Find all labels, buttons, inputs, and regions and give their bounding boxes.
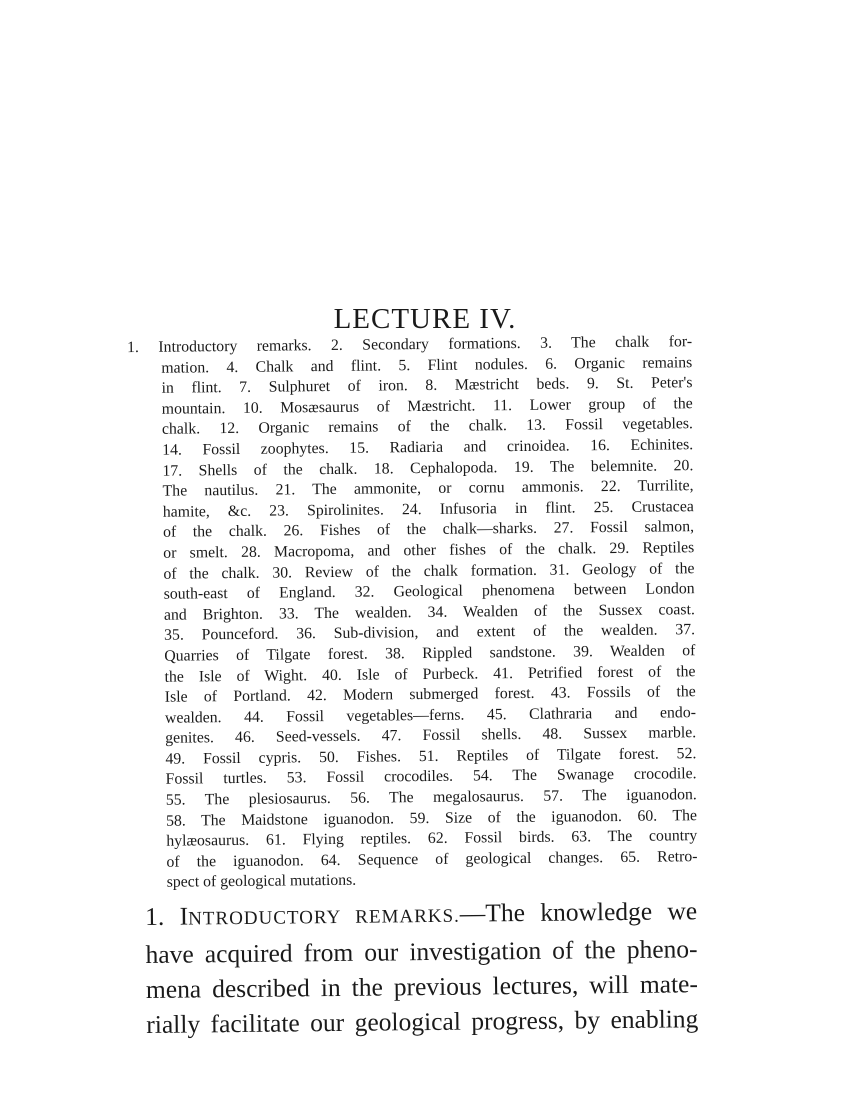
summary-line: spect of geological mutations. [166, 872, 357, 892]
summary-line: chalk. 12. Organic remains of the chalk. 13. Fossil vegetables. [161, 415, 694, 439]
section-heading-initial: I [179, 901, 189, 931]
section-number: 1. [145, 901, 165, 931]
lecture-title: LECTURE IV. [333, 303, 517, 336]
summary-line: 17. Shells of the chalk. 18. Cephalopoda. 19. The belemnite. 20. [162, 456, 694, 480]
summary-line: 14. Fossil zoophytes. 15. Radiaria and crinoidea. 16. Echinites. [162, 436, 694, 459]
lecture-summary [127, 332, 698, 894]
body-paragraph [145, 893, 698, 1042]
body-line: rially facilitate our geological progress, by enabling [146, 1004, 699, 1039]
summary-line: mountain. 10. Mosæsaurus of Mæstricht. 11. Lower group of the [161, 394, 693, 418]
summary-line: and Brighton. 33. The wealden. 34. Wealden of the Sussex coast. [163, 600, 695, 624]
summary-line: genites. 46. Seed-vessels. 47. Fossil shells. 48. Sussex marble. [165, 724, 697, 748]
summary-line: in flint. 7. Sulphuret of iron. 8. Mæstricht beds. 9. St. Peter's [161, 374, 693, 397]
summary-line: or smelt. 28. Macropoma, and other fishes of the chalk. 29. Reptiles [163, 539, 695, 562]
body-line [145, 893, 697, 937]
summary-line: mation. 4. Chalk and flint. 5. Flint nodules. 6. Organic remains [161, 353, 693, 377]
summary-line: 1. Introductory remarks. 2. Secondary formations. 3. The chalk for- [127, 333, 693, 357]
section-heading: NTRODUCTORY REMARKS. [188, 905, 460, 930]
summary-line: hamite, &c. 23. Spirolinites. 24. Infusoria in flint. 25. Crustacea [162, 497, 694, 521]
summary-line: The nautilus. 21. The ammonite, or cornu ammonis. 22. Turrilite, [162, 477, 694, 500]
summary-line: Fossil turtles. 53. Fossil crocodiles. 54. The Swanage crocodile. [165, 765, 697, 789]
summary-line: south-east of England. 32. Geological phenomena between London [163, 580, 695, 603]
summary-line: 35. Pounceford. 36. Sub-division, and extent of the wealden. 37. [164, 621, 696, 645]
body-line: mena described in the previous lectures, will mate- [145, 969, 699, 1004]
summary-line: of the chalk. 26. Fishes of the chalk—sharks. 27. Fossil salmon, [162, 518, 695, 542]
summary-line: Isle of Portland. 42. Modern submerged forest. 43. Fossils of the [164, 683, 696, 706]
summary-line: of the chalk. 30. Review of the chalk formation. 31. Geology of the [163, 559, 695, 583]
summary-line: 55. The plesiosaurus. 56. The megalosaurus. 57. The iguanodon. [165, 786, 697, 809]
body-line-text: —The knowledge we [459, 896, 698, 928]
summary-line: hylæosaurus. 61. Flying reptiles. 62. Fossil birds. 63. The country [166, 827, 698, 850]
summary-line: 49. Fossil cypris. 50. Fishes. 51. Reptiles of Tilgate forest. 52. [165, 745, 697, 768]
summary-line: 58. The Maidstone iguanodon. 59. Size of the iguanodon. 60. The [165, 806, 698, 830]
summary-line: of the iguanodon. 64. Sequence of geological changes. 65. Retro- [166, 848, 698, 871]
body-line: have acquired from our investigation of the pheno- [145, 934, 698, 969]
summary-line: Quarries of Tilgate forest. 38. Rippled sandstone. 39. Wealden of [164, 642, 696, 665]
summary-line: wealden. 44. Fossil vegetables—ferns. 45. Clathraria and endo- [164, 703, 697, 727]
summary-line: the Isle of Wight. 40. Isle of Purbeck. 41. Petrified forest of the [164, 662, 696, 686]
